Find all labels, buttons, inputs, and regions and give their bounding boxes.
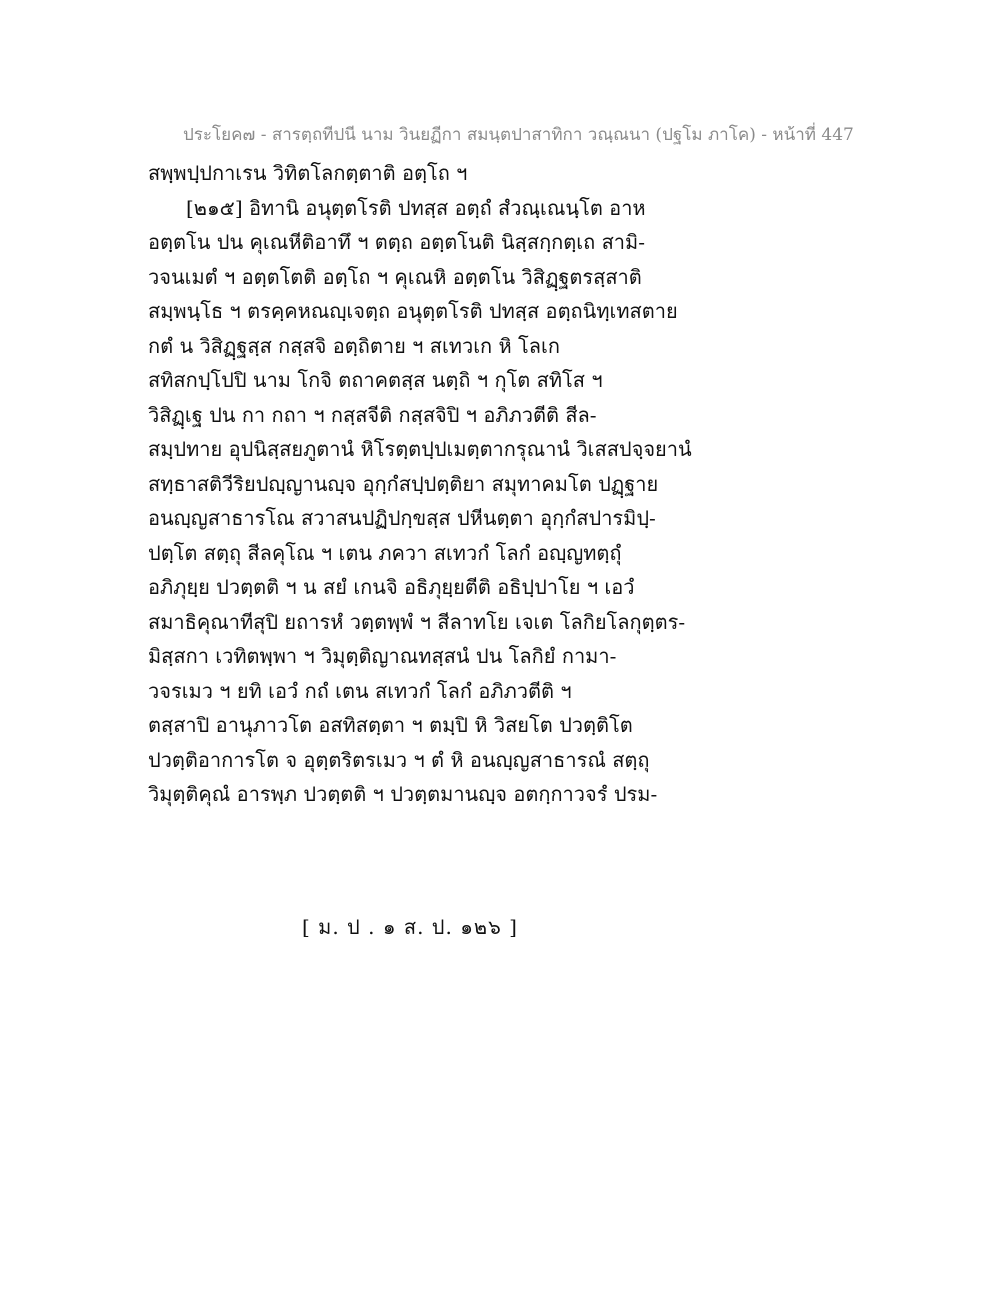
text-line: มิสฺสกา เวทิตพฺพา ฯ วิมุตฺติญาณทสฺสนํ ปน โลกิยํ กามา- bbox=[148, 644, 617, 668]
text-line: สมฺพนฺโธ ฯ ตรคฺคหณญฺเจตฺถ อนุตฺตโรติ ปทสฺส อตฺถนิทฺเทสตาย bbox=[148, 299, 678, 323]
text-line: สทฺธาสติวีริยปญฺญานญฺจ อุกฺกํสปฺปตฺติยา สมุทาคมโต ปฏฺฐาย bbox=[148, 471, 659, 496]
text-line: อภิภุยฺย ปวตฺตติ ฯ น สยํ เกนจิ อธิภุยฺยตีติ อธิปฺปาโย ฯ เอวํ bbox=[148, 575, 635, 599]
text-line: อตฺตโน ปน คุเณหีติอาทึ ฯ ตตฺถ อตฺตโนติ นิสฺสกฺกตฺเถ สามิ- bbox=[148, 230, 645, 254]
text-line: สมฺปทาย อุปนิสฺสยภูตานํ หิโรตฺตปฺปเมตฺตากรุณานํ วิเสสปจฺจยานํ bbox=[148, 437, 692, 461]
text-line: [๒๑๕] อิทานิ อนุตฺตโรติ ปทสฺส อตฺถํ สํวณฺเณนฺโต อาห bbox=[186, 195, 646, 220]
text-line: กตํ น วิสิฏฺฐสฺส กสฺสจิ อตฺถิตาย ฯ สเทวเก หิ โลเก bbox=[148, 333, 560, 358]
page-header: ประโยค๗ - สารตฺถทีปนี นาม วินยฏีกา สมนฺตปาสาทิกา วณฺณนา (ปฐโม ภาโค) - หน้าที่ 447 bbox=[183, 125, 854, 145]
text-line: สมาธิคุณาทีสุปิ ยถารหํ วตฺตพฺพํ ฯ สีลาทโย เจเต โลกิยโลกุตฺตร- bbox=[148, 609, 686, 634]
text-line: อนญฺญสาธารโณ สวาสนปฏิปกฺขสฺส ปหีนตฺตา อุกฺกํสปารมิปฺ- bbox=[148, 506, 656, 530]
text-line: วิมุตฺติคุณํ อารพฺภ ปวตฺตติ ฯ ปวตฺตมานญฺจ อตกฺกาวจรํ ปรม- bbox=[148, 782, 658, 806]
text-line: วิสิฏฺเฐ ปน กา กถา ฯ กสฺสจีติ กสฺสจิปิ ฯ อภิภวตีติ สีล- bbox=[148, 402, 597, 427]
text-line: ตสฺสาปิ อานุภาวโต อสทิสตฺตา ฯ ตมฺปิ หิ วิสยโต ปวตฺติโต bbox=[148, 713, 633, 737]
page-reference: [ ม. ป . ๑ ส. ป. ๑๒๖ ] bbox=[302, 915, 518, 939]
text-line: ปตฺโต สตฺถุ สีลคุโณ ฯ เตน ภควา สเทวกํ โลกํ อญฺญทตฺถุํ bbox=[148, 540, 622, 565]
text-line: ปวตฺติอาการโต จ อุตฺตริตรเมว ฯ ตํ หิ อนญฺญสาธารณํ สตฺถุ bbox=[148, 747, 650, 772]
text-line: วจรเมว ฯ ยทิ เอวํ กถํ เตน สเทวกํ โลกํ อภิภวตีติ ฯ bbox=[148, 678, 572, 703]
text-line: วจนเมตํ ฯ อตฺตโตติ อตฺโถ ฯ คุเณหิ อตฺตโน วิสิฏฺฐตรสฺสาติ bbox=[148, 264, 642, 289]
body-text bbox=[148, 156, 868, 812]
text-line: สพฺพปฺปกาเรน วิทิตโลกตฺตาติ อตฺโถ ฯ bbox=[148, 161, 468, 185]
text-line: สทิสกปฺโปปิ นาม โกจิ ตถาคตสฺส นตฺถิ ฯ กุโต สทิโส ฯ bbox=[148, 368, 603, 392]
